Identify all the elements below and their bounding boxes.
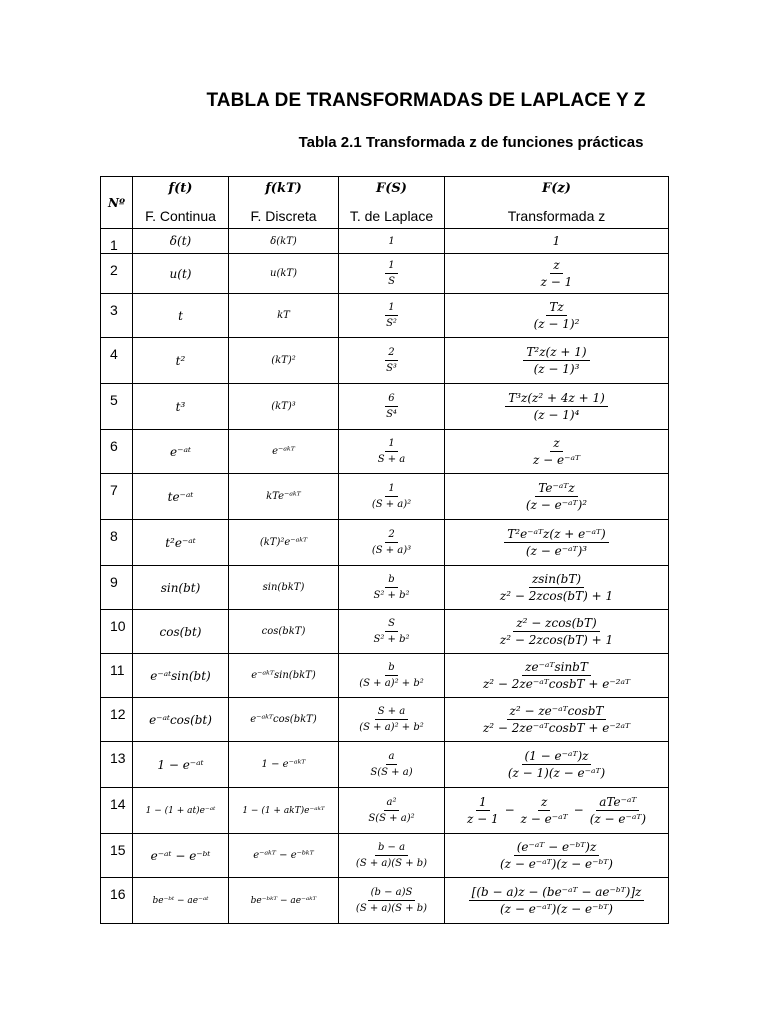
z-fraction-numerator: zsin(bT)	[529, 572, 584, 588]
z-fraction-denominator: (z − 1)²	[533, 316, 580, 331]
z-fraction-numerator: [(b − a)z − (be⁻ᵃᵀ − ae⁻ᵇᵀ)]z	[469, 885, 645, 901]
row-number: 7	[101, 474, 133, 520]
header-laplace-symbol: F(S)	[376, 181, 407, 196]
z-fraction	[505, 391, 608, 423]
z-transform	[445, 294, 669, 338]
continuous-function: u(t)	[133, 254, 229, 294]
laplace-fraction-denominator: S(S + a)²	[368, 812, 415, 824]
laplace-fraction-numerator: b	[385, 572, 397, 588]
table-row	[101, 294, 669, 338]
minus-sign: −	[504, 803, 515, 817]
z-fraction-denominator: (z − e⁻ᵃᵀ)²	[525, 497, 588, 512]
z-fraction-denominator: (z − e⁻ᵃᵀ)³	[525, 543, 588, 558]
laplace-fraction-denominator: (S + a)(S + b)	[355, 902, 428, 914]
laplace-fraction	[370, 572, 412, 604]
z-transform	[445, 654, 669, 698]
z-transform	[445, 742, 669, 788]
z-fraction-denominator: z − e⁻ᵃᵀ	[533, 452, 580, 467]
laplace-transform	[339, 654, 445, 698]
laplace-fraction-numerator: (b − a)S	[368, 885, 416, 901]
z-fraction-denominator: z² − 2ze⁻ᵃᵀcosbT + e⁻²ᵃᵀ	[482, 676, 631, 691]
row-number: 2	[101, 254, 133, 294]
z-transform	[445, 254, 669, 294]
laplace-fraction	[369, 481, 414, 513]
row-number: 4	[101, 338, 133, 384]
discrete-function: e⁻ᵃᵏᵀ	[229, 430, 339, 474]
table-row	[101, 878, 669, 924]
laplace-fraction-numerator: b	[385, 660, 397, 676]
laplace-fraction	[369, 527, 414, 559]
z-fraction-denominator: z² − 2zcos(bT) + 1	[499, 632, 614, 647]
continuous-function: te⁻ᵃᵗ	[133, 474, 229, 520]
laplace-fraction	[356, 704, 427, 736]
continuous-function: t²e⁻ᵃᵗ	[133, 520, 229, 566]
table-caption-text: Tabla 2.1 Transformada z de funciones prácticas	[298, 134, 644, 151]
laplace-fraction	[353, 840, 430, 872]
z-fraction	[531, 300, 583, 332]
table-row	[101, 654, 669, 698]
laplace-fraction	[385, 258, 398, 290]
row-number: 10	[101, 610, 133, 654]
z-fraction-denominator: (z − e⁻ᵃᵀ)(z − e⁻ᵇᵀ)	[500, 901, 613, 916]
z-term-fraction-denominator: (z − e⁻ᵃᵀ)	[589, 811, 647, 826]
continuous-function: t	[133, 294, 229, 338]
table-row	[101, 254, 669, 294]
discrete-function: cos(bkT)	[229, 610, 339, 654]
z-fraction-numerator: T²e⁻ᵃᵀz(z + e⁻ᵃᵀ)	[504, 527, 608, 543]
z-transform	[445, 566, 669, 610]
z-transform	[445, 610, 669, 654]
transform-table	[100, 176, 669, 924]
continuous-function: e⁻ᵃᵗsin(bt)	[133, 654, 229, 698]
z-term-fraction-denominator: z − e⁻ᵃᵀ	[520, 811, 568, 826]
continuous-function: be⁻ᵇᵗ − ae⁻ᵃᵗ	[133, 878, 229, 924]
table-row	[101, 474, 669, 520]
z-transform	[445, 878, 669, 924]
header-z-label: Transformada z	[507, 208, 606, 224]
table-row	[101, 698, 669, 742]
z-transform	[445, 834, 669, 878]
laplace-fraction-numerator: 1	[385, 436, 397, 452]
z-fraction-denominator: (z − 1)(z − e⁻ᵃᵀ)	[507, 765, 606, 780]
laplace-fraction	[367, 749, 415, 781]
z-fraction-numerator: T³z(z² + 4z + 1)	[505, 391, 608, 407]
row-number: 15	[101, 834, 133, 878]
z-transform	[445, 520, 669, 566]
discrete-function: e⁻ᵃᵏᵀ − e⁻ᵇᵏᵀ	[229, 834, 339, 878]
continuous-function: t²	[133, 338, 229, 384]
laplace-fraction-numerator: S + a	[375, 704, 409, 720]
table-row	[101, 338, 669, 384]
z-term-fraction-numerator: z	[538, 795, 550, 811]
laplace-transform	[339, 474, 445, 520]
page-title: TABLA DE TRANSFORMADAS DE LAPLACE Y Z	[206, 90, 646, 111]
z-term-fraction	[587, 795, 649, 827]
table-row	[101, 834, 669, 878]
z-fraction-numerator: (e⁻ᵃᵀ − e⁻ᵇᵀ)z	[514, 840, 600, 856]
z-transform	[445, 698, 669, 742]
discrete-function: kTe⁻ᵃᵏᵀ	[229, 474, 339, 520]
laplace-fraction-denominator: S(S + a)	[370, 766, 413, 778]
table-row	[101, 566, 669, 610]
laplace-transform	[339, 384, 445, 430]
laplace-fraction-numerator: 2	[385, 345, 397, 361]
laplace-fraction	[356, 660, 427, 692]
laplace-fraction-denominator: S² + b²	[373, 589, 410, 601]
z-fraction	[530, 436, 583, 468]
laplace-fraction	[375, 436, 409, 468]
z-term-fraction-numerator: 1	[476, 795, 490, 811]
laplace-transform	[339, 878, 445, 924]
laplace-fraction-numerator: S	[385, 616, 398, 632]
laplace-fraction-numerator: 1	[385, 481, 397, 497]
laplace-fraction-numerator: 1	[385, 258, 397, 274]
z-fraction-numerator: T²z(z + 1)	[523, 345, 589, 361]
laplace-fraction	[365, 795, 417, 827]
table-row	[101, 430, 669, 474]
continuous-function: t³	[133, 384, 229, 430]
header-continuous-label: F. Continua	[145, 208, 216, 224]
laplace-fraction-denominator: (S + a)³	[371, 544, 412, 556]
header-continuous	[133, 177, 229, 229]
row-number: 9	[101, 566, 133, 610]
discrete-function: δ(kT)	[229, 229, 339, 254]
header-z-transform	[445, 177, 669, 229]
laplace-fraction-denominator: (S + a)²	[371, 498, 412, 510]
discrete-function: u(kT)	[229, 254, 339, 294]
row-number: 6	[101, 430, 133, 474]
z-fraction	[538, 258, 576, 290]
z-fraction-denominator: (z − e⁻ᵃᵀ)(z − e⁻ᵇᵀ)	[500, 856, 613, 871]
table-row	[101, 742, 669, 788]
discrete-function: be⁻ᵇᵏᵀ − ae⁻ᵃᵏᵀ	[229, 878, 339, 924]
laplace-transform	[339, 610, 445, 654]
laplace-transform	[339, 520, 445, 566]
header-z-symbol: F(z)	[542, 181, 571, 196]
discrete-function: e⁻ᵃᵏᵀsin(bkT)	[229, 654, 339, 698]
z-term-fraction	[518, 795, 571, 827]
laplace-transform	[339, 338, 445, 384]
laplace-transform	[339, 698, 445, 742]
laplace-fraction-denominator: S + a	[377, 453, 406, 465]
z-term-fraction	[464, 795, 502, 827]
header-continuous-symbol: f(t)	[168, 181, 193, 196]
laplace-fraction	[370, 616, 412, 648]
header-discrete-symbol: f(kT)	[265, 181, 302, 196]
z-transform	[445, 384, 669, 430]
z-term-fraction-denominator: z − 1	[466, 811, 499, 826]
z-fraction-numerator: (1 − e⁻ᵃᵀ)z	[522, 749, 592, 765]
laplace-fraction-denominator: (S + a)² + b²	[359, 677, 424, 689]
row-number: 5	[101, 384, 133, 430]
laplace-fraction	[353, 885, 430, 917]
z-fraction-denominator: (z − 1)³	[533, 361, 580, 376]
z-fraction	[523, 345, 589, 377]
z-fraction-numerator: Te⁻ᵃᵀz	[535, 481, 577, 497]
z-fraction	[505, 749, 608, 781]
row-number: 3	[101, 294, 133, 338]
row-number: 13	[101, 742, 133, 788]
table-header-row	[101, 177, 669, 229]
continuous-function: e⁻ᵃᵗ	[133, 430, 229, 474]
laplace-transform	[339, 229, 445, 254]
laplace-value: 1	[388, 235, 395, 247]
discrete-function: e⁻ᵃᵏᵀcos(bkT)	[229, 698, 339, 742]
laplace-transform	[339, 430, 445, 474]
z-transform	[445, 229, 669, 254]
laplace-fraction-denominator: S	[388, 275, 395, 287]
z-transform	[445, 788, 669, 834]
laplace-transform	[339, 788, 445, 834]
discrete-function: kT	[229, 294, 339, 338]
laplace-fraction-numerator: 1	[385, 300, 397, 316]
discrete-function: sin(bkT)	[229, 566, 339, 610]
z-fraction	[469, 885, 645, 917]
z-fraction-denominator: (z − 1)⁴	[533, 407, 580, 422]
laplace-fraction	[383, 391, 400, 423]
z-fraction	[480, 660, 633, 692]
laplace-transform	[339, 834, 445, 878]
table-caption	[0, 134, 768, 151]
z-fraction-numerator: z	[550, 436, 562, 452]
z-fraction-numerator: z² − zcos(bT)	[513, 616, 599, 632]
continuous-function: e⁻ᵃᵗ − e⁻ᵇᵗ	[133, 834, 229, 878]
discrete-function: (kT)²	[229, 338, 339, 384]
continuous-function: 1 − (1 + at)e⁻ᵃᵗ	[133, 788, 229, 834]
z-fraction	[504, 527, 608, 559]
header-laplace-label: T. de Laplace	[349, 208, 434, 224]
continuous-function: cos(bt)	[133, 610, 229, 654]
table-row	[101, 610, 669, 654]
table-row	[101, 788, 669, 834]
z-transform	[445, 474, 669, 520]
laplace-fraction-denominator: S² + b²	[373, 633, 410, 645]
table-row	[101, 384, 669, 430]
z-transform	[445, 338, 669, 384]
header-discrete	[229, 177, 339, 229]
z-fraction-numerator: ze⁻ᵃᵀsinbT	[522, 660, 591, 676]
discrete-function: (kT)³	[229, 384, 339, 430]
z-fraction	[480, 704, 633, 736]
row-number: 11	[101, 654, 133, 698]
laplace-fraction-numerator: 2	[385, 527, 397, 543]
laplace-fraction-denominator: S³	[386, 362, 397, 374]
laplace-fraction-numerator: 6	[385, 391, 397, 407]
row-number: 16	[101, 878, 133, 924]
row-number: 14	[101, 788, 133, 834]
header-number	[101, 177, 133, 229]
laplace-fraction-numerator: a²	[384, 795, 400, 811]
header-number-label: Nº	[108, 195, 125, 210]
discrete-function: (kT)²e⁻ᵃᵏᵀ	[229, 520, 339, 566]
continuous-function: 1 − e⁻ᵃᵗ	[133, 742, 229, 788]
laplace-fraction-denominator: (S + a)(S + b)	[355, 857, 428, 869]
z-fraction	[523, 481, 590, 513]
laplace-fraction-denominator: (S + a)² + b²	[359, 721, 424, 733]
z-fraction	[497, 840, 616, 872]
laplace-transform	[339, 742, 445, 788]
laplace-fraction	[383, 345, 400, 377]
z-fraction-denominator: z² − 2ze⁻ᵃᵀcosbT + e⁻²ᵃᵀ	[482, 720, 631, 735]
discrete-function: 1 − (1 + akT)e⁻ᵃᵏᵀ	[229, 788, 339, 834]
table-row	[101, 229, 669, 254]
row-number: 1	[101, 229, 133, 254]
discrete-function: 1 − e⁻ᵃᵏᵀ	[229, 742, 339, 788]
laplace-transform	[339, 254, 445, 294]
row-number: 12	[101, 698, 133, 742]
z-fraction-numerator: Tz	[546, 300, 566, 316]
z-fraction-denominator: z² − 2zcos(bT) + 1	[499, 588, 614, 603]
z-fraction-numerator: z	[550, 258, 562, 274]
z-transform	[445, 430, 669, 474]
laplace-fraction-denominator: S²	[386, 317, 397, 329]
minus-sign: −	[573, 803, 584, 817]
header-discrete-label: F. Discreta	[250, 208, 317, 224]
continuous-function: sin(bt)	[133, 566, 229, 610]
continuous-function: e⁻ᵃᵗcos(bt)	[133, 698, 229, 742]
laplace-fraction	[383, 300, 400, 332]
laplace-fraction-denominator: S⁴	[386, 408, 397, 420]
laplace-transform	[339, 294, 445, 338]
laplace-transform	[339, 566, 445, 610]
z-fraction-numerator: z² − ze⁻ᵃᵀcosbT	[507, 704, 607, 720]
z-value: 1	[552, 234, 561, 248]
z-fraction	[497, 616, 616, 648]
z-fraction	[497, 572, 616, 604]
laplace-fraction-numerator: b − a	[375, 840, 408, 856]
z-term-fraction-numerator: aTe⁻ᵃᵀ	[596, 795, 639, 811]
laplace-fraction-numerator: a	[386, 749, 398, 765]
z-fraction-denominator: z − 1	[540, 274, 573, 289]
row-number: 8	[101, 520, 133, 566]
continuous-function: δ(t)	[133, 229, 229, 254]
header-laplace	[339, 177, 445, 229]
table-row	[101, 520, 669, 566]
